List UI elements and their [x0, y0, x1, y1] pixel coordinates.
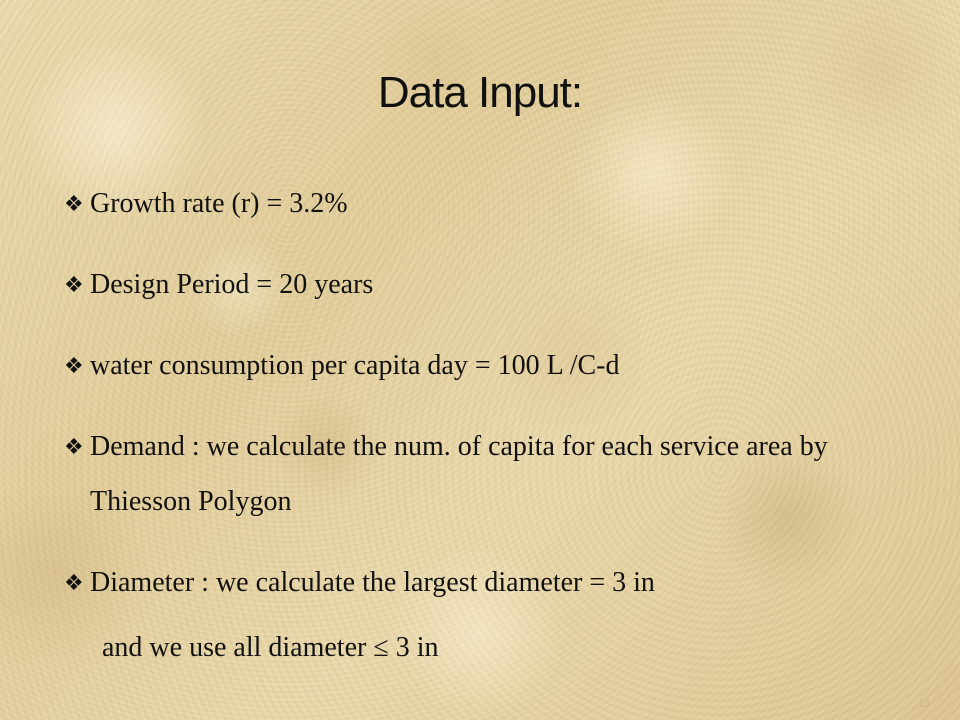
- bullet-water-consumption: [64, 338, 924, 393]
- bullet-diameter: [64, 555, 924, 610]
- bullet-text: Growth rate (r) = 3.2%: [90, 188, 348, 219]
- diamond-bullet-icon: ❖: [64, 570, 84, 595]
- bullet-text: Demand : we calculate the num. of capita for each service area by Thiesson Polygon: [90, 431, 828, 517]
- bullet-text: Diameter : we calculate the largest diameter = 3 in: [90, 567, 655, 598]
- diamond-bullet-icon: ❖: [64, 191, 84, 216]
- page-number: 14: [918, 699, 930, 710]
- bullet-design-period: [64, 257, 924, 312]
- bullet-demand: [64, 419, 924, 529]
- bullet-text: Design Period = 20 years: [90, 269, 374, 300]
- slide-title: Data Input:: [377, 68, 583, 117]
- bullet-growth-rate: [64, 176, 924, 231]
- diamond-bullet-icon: ❖: [64, 272, 84, 297]
- bullet-list: [64, 176, 924, 636]
- diamond-bullet-icon: ❖: [64, 353, 84, 378]
- diameter-continuation: and we use all diameter ≤ 3 in: [102, 632, 439, 663]
- diamond-bullet-icon: ❖: [64, 434, 84, 459]
- bullet-text: water consumption per capita day = 100 L /C-d: [90, 350, 620, 381]
